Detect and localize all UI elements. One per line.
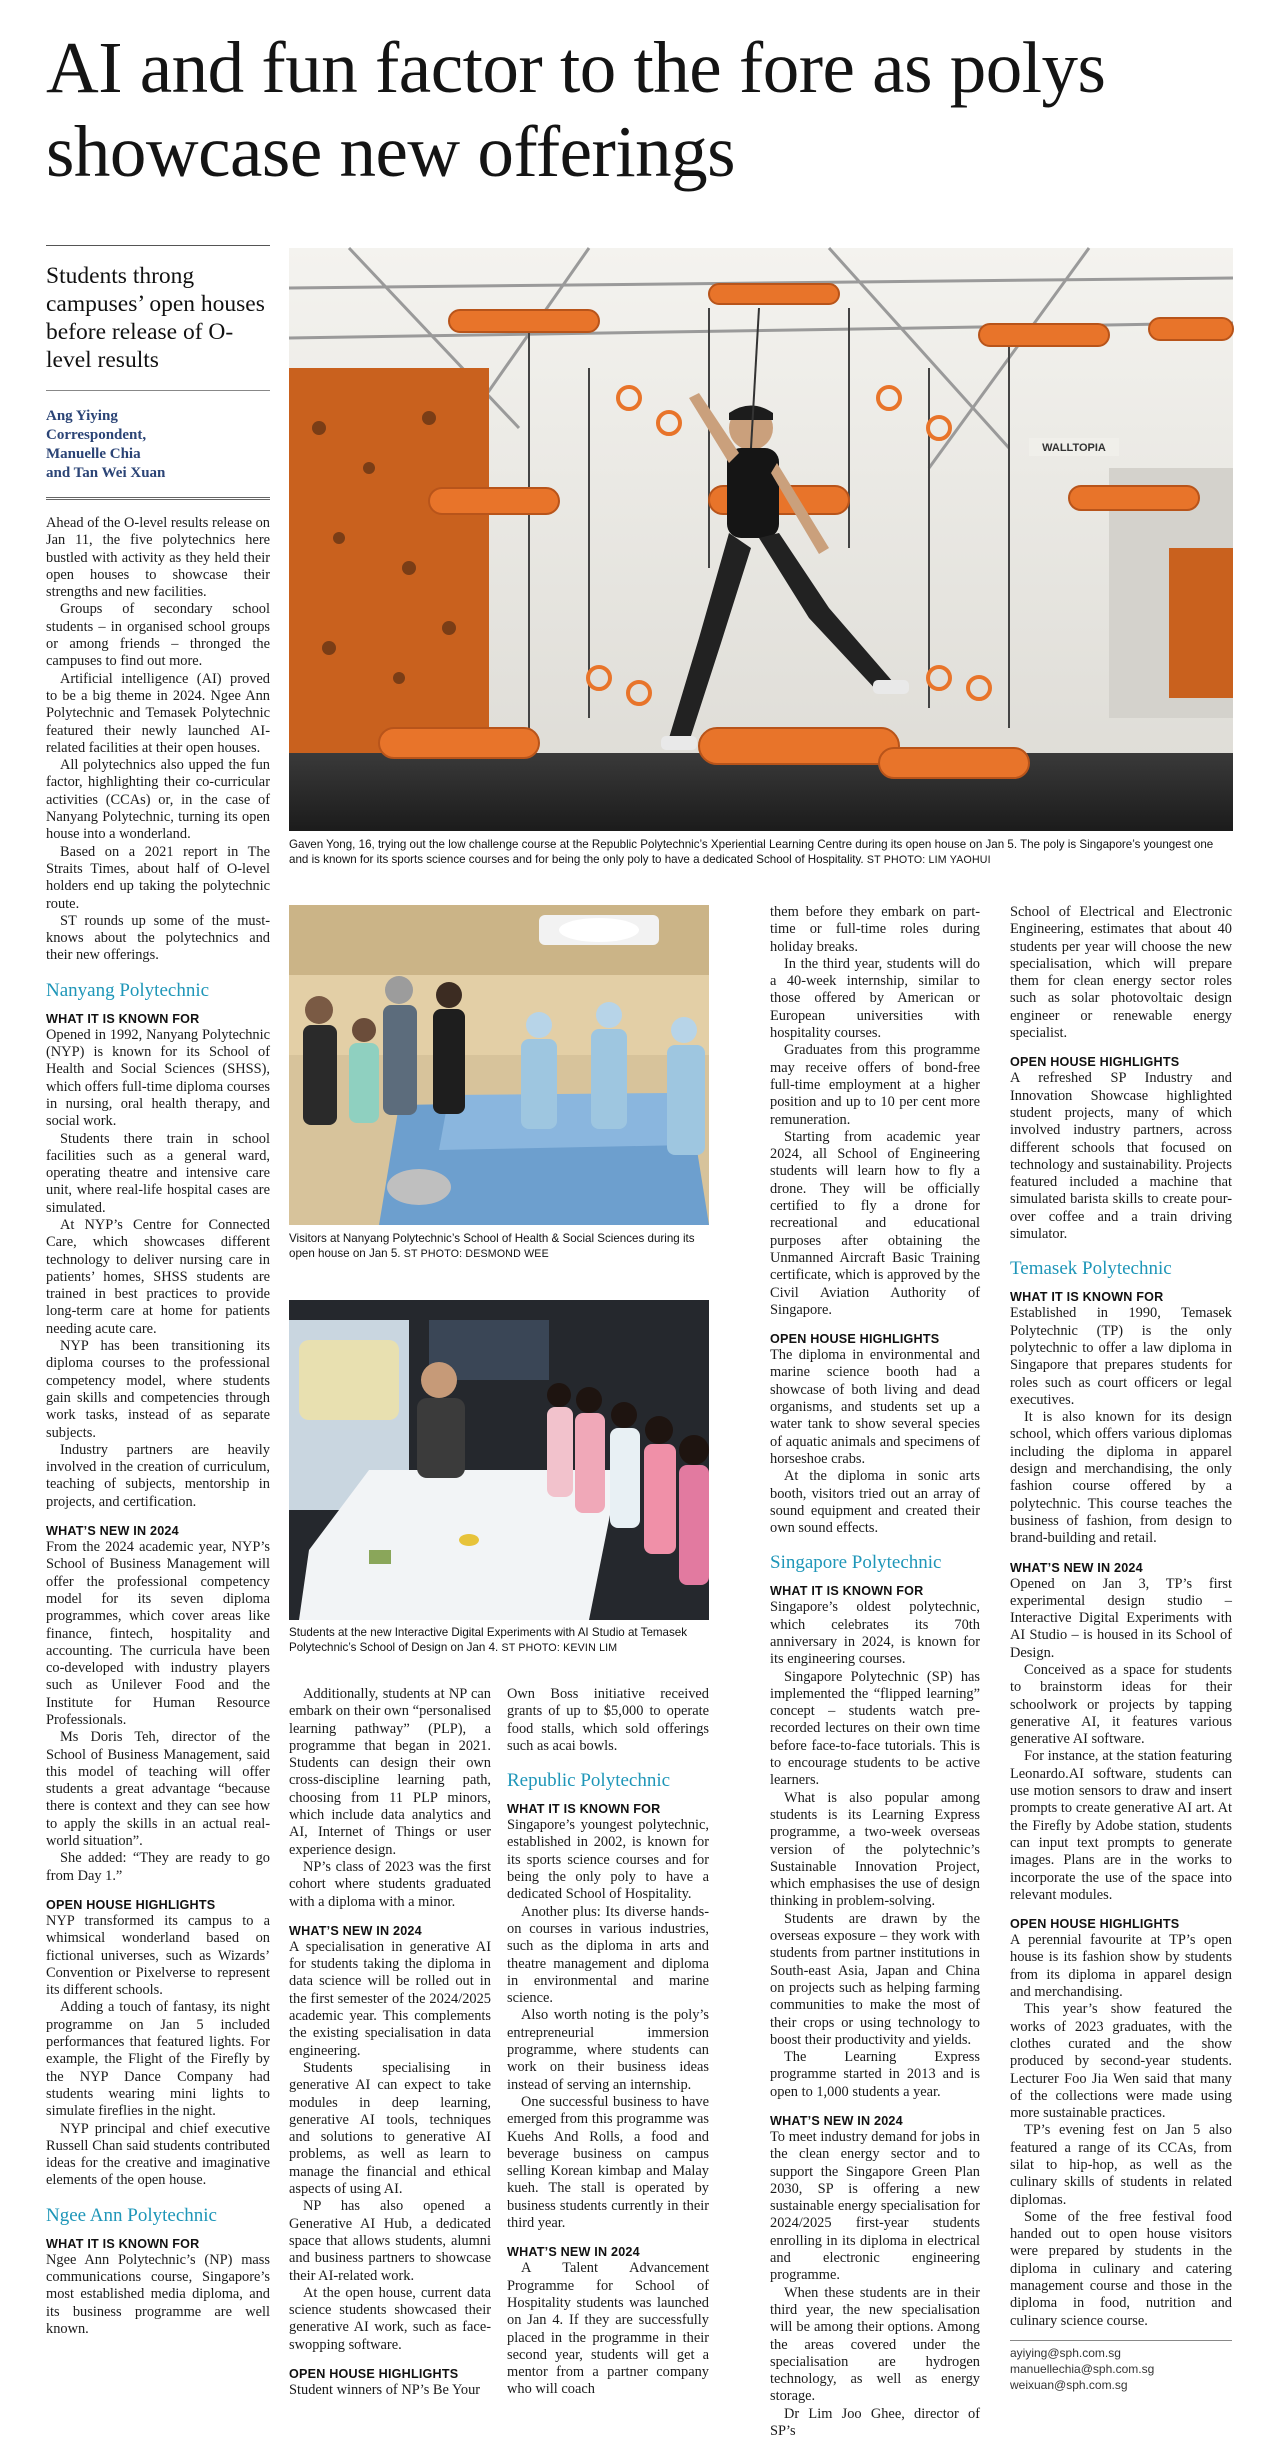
paragraph: In the third year, students will do a 40-week internship, similar to those offered by American or European universities with hospitality courses. [770,955,980,1042]
sub-head-whats-new: WHAT’S NEW IN 2024 [1010,1560,1143,1575]
paragraph: Ahead of the O-level results release on Jan 11, the five polytechnics here bustled with activity as they held their open houses to showcase their strengths and new facilities. [46,515,270,601]
deck: Students throng campuses’ open houses before release of O-level results [46,263,265,373]
paragraph: Singapore Polytechnic (SP) has implemented the “flipped learning” concept – students watch pre-recorded lectures on their own time before face-to-face tutorials. This is to encourage students to be active learners. [770,1668,980,1789]
paragraph: Artificial intelligence (AI) proved to be a big theme in 2024. Ngee Ann Polytechnic and Temasek Polytechnic featured their newly launched AI-related facilities at their open houses. [46,670,270,756]
paragraph: At the open house, current data science students showcased their generative AI work, such as face-swopping software. [289,2284,491,2353]
nyp-photo-caption [289,1232,709,1261]
photo-credit: ST PHOTO: KEVIN LIM [501,1641,618,1654]
byline-rule [46,390,270,391]
byline [46,407,270,483]
sub-head-known-for: WHAT IT IS KNOWN FOR [507,1802,661,1817]
paragraph: Groups of secondary school students – in organised school groups or among friends – thronged the campuses to find out more. [46,601,270,670]
paragraph: This year’s show featured the works of 2023 graduates, with the clothes curated and the show produced by second-year students. Lecturer Foo Jia Wen said that many of the collections were made using more sustainable practices. [1010,2001,1232,2122]
email-link[interactable]: weixuan@sph.com.sg [1010,2377,1128,2392]
paragraph: She added: “They are ready to go from Day 1.” [46,1850,270,1884]
section-head-rp: Republic Polytechnic [507,1770,671,1792]
paragraph: TP’s evening fest on Jan 5 also featured a range of its CCAs, from silat to hip-hop, as well as the culinary skills of students in related diplomas. [1010,2122,1232,2208]
paragraph: NYP has been transitioning its diploma courses to the professional competency model, where students gain skills and competencies through work tasks, instead of as separate subjects. [46,1338,270,1441]
email-link[interactable]: manuellechia@sph.com.sg [1010,2361,1155,2376]
ai-studio-illustration [289,1300,709,1620]
sub-head-whats-new: WHAT’S NEW IN 2024 [770,2114,903,2128]
column-4 [770,904,980,2440]
paragraph: From the 2024 academic year, NYP’s School of Business Management will offer the professional competency model for its seven diploma programmes, which cover areas like finance, fintech, hospitality and accounting. The curricula have been co-developed with industry players such as Unilever Food and the Institute for Human Resource Professionals. [46,1539,270,1728]
byline-author-2: Manuelle Chia [46,446,141,462]
column-2 [289,1686,491,2399]
paragraph: A refreshed SP Industry and Innovation Showcase highlighted student projects, many of which involved industry partners, across different schools that focused on technology and sustainability. Projects featured included a machine that simulated barista skills to create pour-over coffee and a train driving simulator. [1010,1070,1232,1243]
paragraph: When these students are in their third year, the new specialisation will be among their options. Among the areas covered under the specialisation are hydrogen technology, as well as energy storage. [770,2284,980,2405]
sub-head-known-for: WHAT IT IS KNOWN FOR [1010,1290,1164,1305]
section-head-np: Ngee Ann Polytechnic [46,2204,217,2226]
paragraph: To meet industry demand for jobs in the clean energy sector and to support the Singapore Green Plan 2030, SP is offering a new sustainable energy specialisation for 2024/2025 first-year students enrolling in its diploma in electrical and electronic engineering programme. [770,2129,980,2284]
sub-head-open-house: OPEN HOUSE HIGHLIGHTS [289,2366,459,2381]
paragraph: Another plus: Its diverse hands-on courses in various industries, such as the diploma in arts and theatre management and diploma in environmental and marine science. [507,1903,709,2007]
paragraph: NYP principal and chief executive Russell Chan said students contributed ideas for the creative and imaginative elements of the open house. [46,2120,270,2189]
byline-role: Correspondent, [46,427,147,443]
paragraph: Adding a touch of fantasy, its night programme on Jan 5 included performances that featured lights. For example, the Flight of the Firefly by the NYP Dance Company had students wearing mini lights to simulate fireflies in the night. [46,1999,270,2120]
sub-head-whats-new: WHAT’S NEW IN 2024 [289,1923,422,1938]
paragraph: Own Boss initiative received grants of up to $5,000 to operate food stalls, which sold offerings such as acai bowls. [507,1686,709,1754]
byline-author-3: and Tan Wei Xuan [46,465,166,481]
paragraph: Ms Doris Teh, director of the School of Business Management, said this model of teaching will offer students a great advantage “because there is context and they can see how to apply the skills in an actual real-world situation”. [46,1729,270,1850]
section-head-tp: Temasek Polytechnic [1010,1258,1172,1280]
paragraph: Established in 1990, Temasek Polytechnic (TP) is the only polytechnic to offer a law diploma in Singapore that prepares students for roles such as court officers or legal executives. [1010,1305,1232,1408]
author-emails [1010,2340,1232,2393]
paragraph: What is also popular among students is its Learning Express programme, a two-week overseas version of the polytechnic’s Sustainable Innovation Project, which emphasises the use of design thinking in problem-solving. [770,1789,980,1910]
paragraph: Some of the free festival food handed out to open house visitors were prepared by students in the diploma in culinary and catering management course and those in the diploma in food, nutrition and culinary science course. [1010,2208,1232,2329]
tp-photo-caption [289,1626,709,1655]
byline-double-rule [46,497,270,501]
sub-head-open-house: OPEN HOUSE HIGHLIGHTS [770,1332,940,1347]
section-head-nyp: Nanyang Polytechnic [46,979,210,1001]
paragraph: It is also known for its design school, which offers various diplomas including the diploma in apparel design and merchandising, the only fashion course offered by a polytechnic. This course teaches the business of fashion, from design to brand-building and retail. [1010,1409,1232,1547]
deck-rule [46,245,270,246]
paragraph: School of Electrical and Electronic Engineering, estimates that about 40 students per year will choose the new specialisation, which will prepare them for clean energy sector roles such as solar photovoltaic design engineer or renewable energy specialist. [1010,904,1232,1042]
ropes-course-illustration [289,248,1233,831]
nyp-photo [289,905,709,1225]
paragraph: Based on a 2021 report in The Straits Times, about half of O-level holders end up taking the polytechnic route. [46,843,270,912]
byline-author-1: Ang Yiying [46,408,118,424]
main-photo-caption [289,838,1233,867]
paragraph: A specialisation in generative AI for students taking the diploma in data science will be rolled out in the first semester of the 2024/2025 academic year. This complements the existing specialisation in data engineering. [289,1938,491,2059]
paragraph: Students there train in school facilities such as a general ward, operating theatre and intensive care unit, where real-life hospital cases are simulated. [46,1130,270,1216]
sub-head-whats-new: WHAT’S NEW IN 2024 [46,1524,179,1539]
column-3 [507,1686,709,2399]
paragraph: Dr Lim Joo Ghee, director of SP’s [770,2405,980,2440]
sub-head-open-house: OPEN HOUSE HIGHLIGHTS [1010,1917,1180,1932]
paragraph: For instance, at the station featuring Leonardo.AI software, students can use motion sensors to draw and insert prompts to create generative AI art. At the Firefly by Adobe station, students can input text prompts to generate images. Plans are in the works to incorporate the use of the space into relevant modules. [1010,1748,1232,1903]
caption-text: Visitors at Nanyang Polytechnic’s School of Health & Social Sciences during its open house on Jan 5. [289,1232,695,1260]
paragraph: Industry partners are heavily involved in the creation of curriculum, teaching of subjects, mentorship in projects, and certification. [46,1441,270,1510]
paragraph: Graduates from this programme may receive offers of bond-free full-time employment at a higher position and up to 10 per cent more remuneration. [770,1042,980,1128]
headline: AI and fun factor to the fore as polys showcase new offerings [46,27,1106,192]
column-5 [1010,904,1232,2393]
tp-photo [289,1300,709,1620]
paragraph: ST rounds up some of the must-knows about the polytechnics and their new offerings. [46,912,270,964]
paragraph: Opened on Jan 3, TP’s first experimental design studio – Interactive Digital Experiments with AI Studio – is housed in its School of Design. [1010,1575,1232,1661]
paragraph: The Learning Express programme started in 2013 and is open to 1,000 students a year. [770,2049,980,2100]
paragraph: Opened in 1992, Nanyang Polytechnic (NYP) is known for its School of Health and Social Sciences (SHSS), which offers full-time diploma courses in nursing, oral health therapy, and social work. [46,1026,270,1130]
paragraph: At NYP’s Centre for Connected Care, which showcases different technology to deliver nursing care in patients’ homes, SHSS students are trained in best practices to provide long-term care at home for patients needing acute care. [46,1216,270,1337]
paragraph: NYP transformed its campus to a whimsical wonderland based on fictional universes, such as Wizards’ Convention or Pixelverse to represent its different schools. [46,1912,270,1999]
sub-head-known-for: WHAT IT IS KNOWN FOR [46,2236,200,2251]
section-head-sp: Singapore Polytechnic [770,1552,942,1574]
paragraph: them before they embark on part-time or full-time roles during holiday breaks. [770,904,980,955]
paragraph: Ngee Ann Polytechnic’s (NP) mass communications course, Singapore’s most established media diploma, and its business programme are well known. [46,2251,270,2337]
operating-theatre-illustration [289,905,709,1225]
sub-head-open-house: OPEN HOUSE HIGHLIGHTS [1010,1055,1180,1070]
paragraph: All polytechnics also upped the fun factor, highlighting their co-curricular activities (CCAs) or, in the case of Nanyang Polytechnic, turning its open house into a wonderland. [46,757,270,843]
paragraph: Conceived as a space for students to brainstorm ideas for their schoolwork or projects by tapping generative AI, it features various generative AI software. [1010,1661,1232,1748]
paragraph: Singapore’s oldest polytechnic, which celebrates its 70th anniversary in 2024, is known for its engineering courses. [770,1599,980,1668]
left-column [46,245,270,2338]
paragraph: Additionally, students at NP can embark on their own “personalised learning pathway” (PLP), a programme that began in 2021. Students can design their own cross-discipline learning path, choosing from 11 PLP minors, which include data analytics and AI, Internet of Things or user experience design. [289,1686,491,1858]
article-intro [46,515,270,2338]
caption-text: Gaven Yong, 16, trying out the low challenge course at the Republic Polytechnic’s Xperiential Learning Centre during its open house on Jan 5. The poly is Singapore’s youngest one and is known for its sports science courses and for being the only poly to have a dedicated School of Hospitality. [289,838,1214,866]
paragraph: At the diploma in sonic arts booth, visitors tried out an array of sound equipment and created their own sound effects. [770,1468,980,1537]
paragraph: NP’s class of 2023 was the first cohort where students graduated with a diploma with a minor. [289,1858,491,1910]
caption-text: Students at the new Interactive Digital Experiments with AI Studio at Temasek Polytechnic’s School of Design on Jan 4. [289,1626,688,1654]
sub-head-known-for: WHAT IT IS KNOWN FOR [770,1584,924,1599]
sub-head-whats-new: WHAT’S NEW IN 2024 [507,2245,640,2260]
sub-head-open-house: OPEN HOUSE HIGHLIGHTS [46,1897,216,1912]
paragraph: One successful business to have emerged from this programme was Kuehs And Rolls, a food and beverage business on campus selling Korean kimbap and Malay kueh. The stall is operated by business students currently in their third year. [507,2093,709,2232]
paragraph: A perennial favourite at TP’s open house is its fashion show by students from its diploma in apparel design and merchandising. [1010,1932,1232,2001]
paragraph: Singapore’s youngest polytechnic, established in 2002, is known for its sports science courses and for being the only poly to have a dedicated School of Hospitality. [507,1817,709,1903]
paragraph: Students are drawn by the overseas exposure – they work with students from partner institutions in South-east Asia, Japan and China on projects such as helping farming communities to make the most of their crops or using technology to boost their productivity and yields. [770,1910,980,2048]
paragraph: NP has also opened a Generative AI Hub, a dedicated space that allows students, alumni and business partners to showcase their AI-related work. [289,2198,491,2284]
sub-head-known-for: WHAT IT IS KNOWN FOR [46,1011,200,1026]
photo-credit: ST PHOTO: LIM YAOHUI [866,853,991,866]
paragraph: The diploma in environmental and marine science booth had a showcase of both living and dead organisms, and students set up a water tank to show several species of aquatic animals and specimens of horseshoe crabs. [770,1347,980,1467]
paragraph: A Talent Advancement Programme for School of Hospitality students was launched on Jan 4. If they are successfully placed in the programme in their second year, students will get a mentor from a partner company who will coach [507,2260,709,2398]
paragraph: Student winners of NP’s Be Your [289,2381,481,2398]
main-photo [289,248,1233,831]
paragraph: Students specialising in generative AI can expect to take modules in deep learning, generative AI tools, techniques and solutions to generative AI problems, as well as learn to manage the financial and ethical aspects of using AI. [289,2059,491,2198]
email-link[interactable]: ayiying@sph.com.sg [1010,2345,1121,2360]
photo-credit: ST PHOTO: DESMOND WEE [403,1247,549,1260]
wall-sign-text: WALLTOPIA [1042,442,1106,454]
paragraph: Also worth noting is the poly’s entrepreneurial immersion programme, where students can work on their business ideas instead of serving an internship. [507,2007,709,2093]
paragraph: Starting from academic year 2024, all School of Engineering students will learn how to fly a drone. They will be officially certified to fly a drone for recreational and educational purposes after obtaining the Unmanned Aircraft Basic Training certificate, which is approved by the Civil Aviation Authority of Singapore. [770,1128,980,1318]
